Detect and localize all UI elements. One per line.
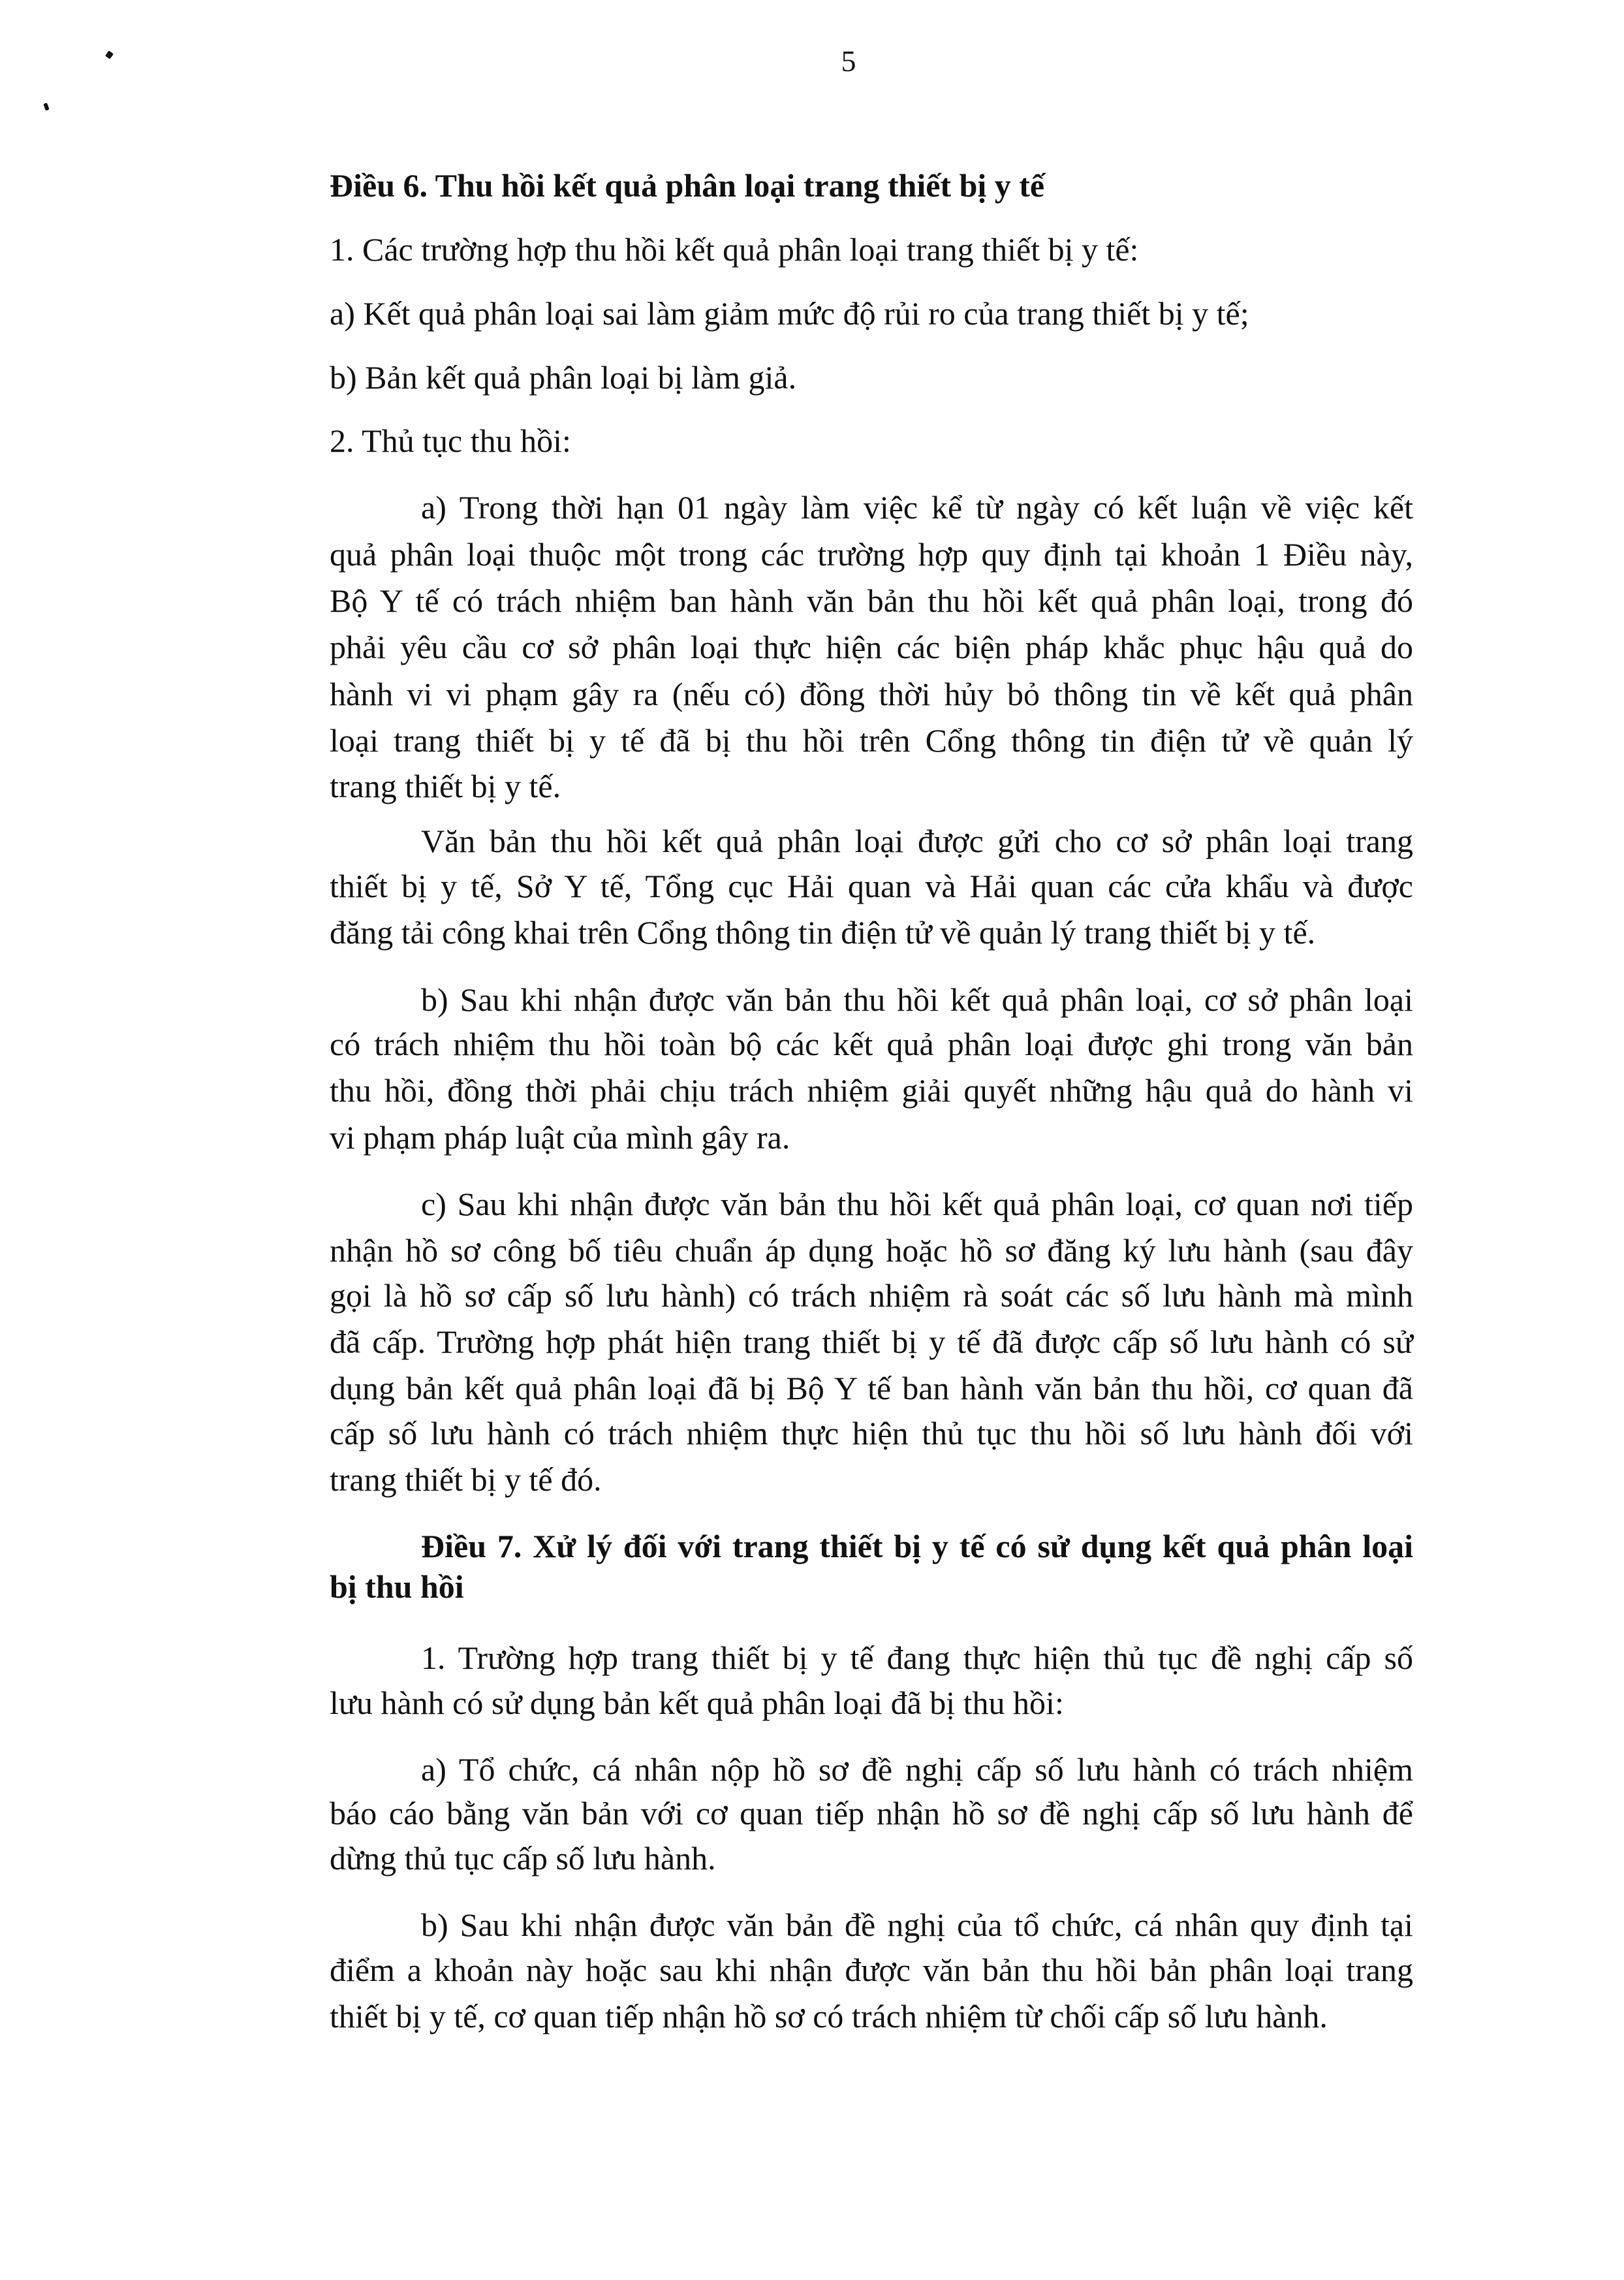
scan-speck	[43, 103, 49, 110]
article-6-clause-1-intro: 1. Các trường hợp thu hồi kết quả phân loại trang thiết bị y tế:	[330, 231, 1139, 268]
paragraph-line: điểm a khoản này hoặc sau khi nhận được văn bản thu hồi bản phân loại trang	[330, 1952, 1413, 1988]
paragraph-line: c) Sau khi nhận được văn bản thu hồi kết quả phân loại, cơ quan nơi tiếp	[421, 1186, 1413, 1222]
paragraph-line: Văn bản thu hồi kết quả phân loại được gửi cho cơ sở phân loại trang	[421, 823, 1413, 859]
paragraph-line: dừng thủ tục cấp số lưu hành.	[330, 1840, 716, 1876]
paragraph-line: thiết bị y tế, Sở Y tế, Tổng cục Hải quan và Hải quan các cửa khẩu và được	[330, 868, 1413, 904]
paragraph-line: đã cấp. Trường hợp phát hiện trang thiết bị y tế đã được cấp số lưu hành có sử	[330, 1323, 1413, 1360]
paragraph-line: 1. Trường hợp trang thiết bị y tế đang thực hiện thủ tục đề nghị cấp số	[421, 1639, 1413, 1676]
paragraph-line: quả phân loại thuộc một trong các trường hợp quy định tại khoản 1 Điều này,	[330, 536, 1413, 573]
article-7-heading: Điều 7. Xử lý đối với trang thiết bị y tế có sử dụng kết quả phân loại	[421, 1528, 1413, 1564]
page-number: 5	[841, 44, 856, 78]
paragraph-line: trang thiết bị y tế.	[330, 768, 561, 804]
paragraph-line: thu hồi, đồng thời phải chịu trách nhiệm giải quyết những hậu quả do hành vi	[330, 1072, 1413, 1109]
article-7-heading: bị thu hồi	[330, 1568, 464, 1605]
paragraph-line: a) Tổ chức, cá nhân nộp hồ sơ đề nghị cấp số lưu hành có trách nhiệm	[421, 1751, 1413, 1788]
paragraph-line: gọi là hồ sơ cấp số lưu hành) có trách nhiệm rà soát các số lưu hành mà mình	[330, 1277, 1413, 1314]
paragraph-line: a) Trong thời hạn 01 ngày làm việc kể từ ngày có kết luận về việc kết	[421, 489, 1413, 526]
paragraph-line: dụng bản kết quả phân loại đã bị Bộ Y tế ban hành văn bản thu hồi, cơ quan đã	[330, 1370, 1413, 1406]
paragraph-line: nhận hồ sơ công bố tiêu chuẩn áp dụng hoặc hồ sơ đăng ký lưu hành (sau đây	[330, 1232, 1413, 1269]
article-6-heading: Điều 6. Thu hồi kết quả phân loại trang thiết bị y tế	[330, 167, 1045, 204]
paragraph-line: hành vi vi phạm gây ra (nếu có) đồng thời hủy bỏ thông tin về kết quả phân	[330, 676, 1413, 712]
paragraph-line: lưu hành có sử dụng bản kết quả phân loại đã bị thu hồi:	[330, 1685, 1064, 1721]
article-6-clause-1-b: b) Bản kết quả phân loại bị làm giả.	[330, 359, 797, 396]
paragraph-line: b) Sau khi nhận được văn bản đề nghị của tổ chức, cá nhân quy định tại	[421, 1907, 1413, 1943]
paragraph-line: phải yêu cầu cơ sở phân loại thực hiện các biện pháp khắc phục hậu quả do	[330, 629, 1413, 665]
scan-speck	[105, 50, 114, 59]
paragraph-line: b) Sau khi nhận được văn bản thu hồi kết quả phân loại, cơ sở phân loại	[421, 981, 1413, 1018]
paragraph-line: vi phạm pháp luật của mình gây ra.	[330, 1119, 790, 1156]
paragraph-line: Bộ Y tế có trách nhiệm ban hành văn bản thu hồi kết quả phân loại, trong đó	[330, 582, 1413, 619]
article-6-clause-1-a: a) Kết quả phân loại sai làm giảm mức độ rủi ro của trang thiết bị y tế;	[330, 295, 1249, 332]
paragraph-line: đăng tải công khai trên Cổng thông tin điện tử về quản lý trang thiết bị y tế.	[330, 914, 1316, 951]
paragraph-line: loại trang thiết bị y tế đã bị thu hồi trên Cổng thông tin điện tử về quản lý	[330, 722, 1413, 759]
paragraph-line: có trách nhiệm thu hồi toàn bộ các kết quả phân loại được ghi trong văn bản	[330, 1026, 1413, 1062]
paragraph-line: báo cáo bằng văn bản với cơ quan tiếp nhận hồ sơ đề nghị cấp số lưu hành để	[330, 1795, 1413, 1831]
article-6-clause-2-intro: 2. Thủ tục thu hồi:	[330, 422, 571, 459]
paragraph-line: thiết bị y tế, cơ quan tiếp nhận hồ sơ có trách nhiệm từ chối cấp số lưu hành.	[330, 1998, 1328, 2035]
paragraph-line: cấp số lưu hành có trách nhiệm thực hiện thủ tục thu hồi số lưu hành đối với	[330, 1415, 1413, 1451]
paragraph-line: trang thiết bị y tế đó.	[330, 1461, 602, 1498]
